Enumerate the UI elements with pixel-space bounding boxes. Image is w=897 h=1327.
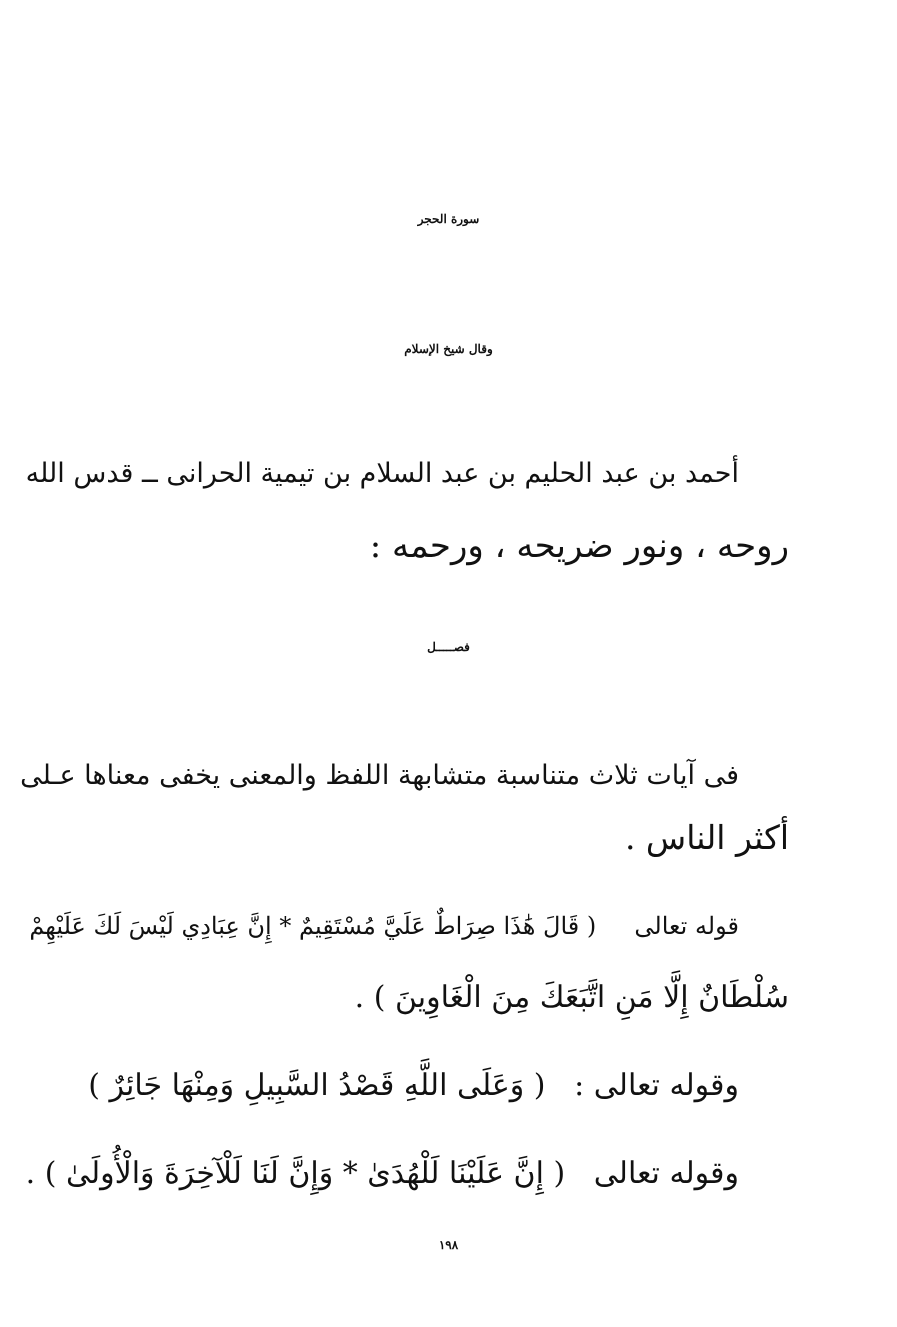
- author-line-2: روحه ، ونور ضريحه ، ورحمه :: [369, 526, 789, 566]
- verse-3-quran: ( إِنَّ عَلَيْنَا لَلْهُدَىٰ * وَإِنَّ لَنَا لَلْآخِرَةَ وَالْأُولَىٰ ) .: [25, 1156, 566, 1191]
- verse-3-lead: وقوله تعالى: [593, 1156, 739, 1191]
- page-number: ١٩٨: [438, 1238, 459, 1252]
- verse-1-line-1: [29, 912, 739, 940]
- intro-line-1: فى آيات ثلاث متناسبة متشابهة اللفظ والمعنى يخفى معناها عـلى: [20, 760, 739, 791]
- intro-line-2: أكثر الناس .: [624, 818, 789, 857]
- verse-2: [88, 1068, 739, 1103]
- surah-title: سورة الحجر: [417, 212, 480, 226]
- author-line-1: أحمد بن عبد الحليم بن عبد السلام بن تيمية الحرانى ــ قدس الله: [25, 458, 739, 489]
- verse-1-quran-line-1: ( قَالَ هَٰذَا صِرَاطٌ عَلَيَّ مُسْتَقِيمٌ * إِنَّ عِبَادِي لَيْسَ لَكَ عَلَيْهِمْ: [29, 912, 597, 940]
- section-heading: فصـــــل: [427, 640, 470, 654]
- verse-2-lead: وقوله تعالى :: [574, 1068, 739, 1103]
- verse-1-lead: قوله تعالى: [634, 912, 739, 940]
- verse-2-quran: ( وَعَلَى اللَّهِ قَصْدُ السَّبِيلِ وَمِنْهَا جَائِرٌ ): [88, 1068, 546, 1103]
- verse-1-quran-line-2: سُلْطَانٌ إِلَّا مَنِ اتَّبَعَكَ مِنَ الْغَاوِينَ ) .: [354, 980, 789, 1015]
- verse-3: [26, 1156, 739, 1191]
- shaykh-title: وقال شيخ الإسلام: [404, 342, 493, 356]
